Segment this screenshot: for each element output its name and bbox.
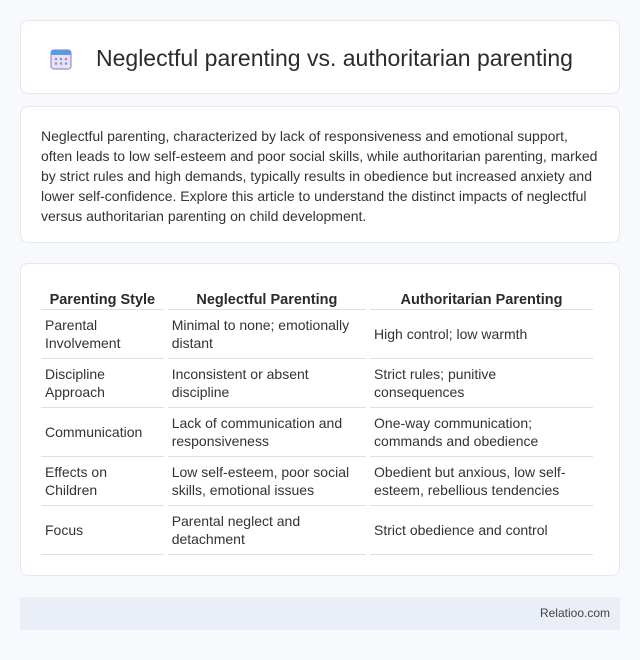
authoritarian-cell: Obedient but anxious, low self-esteem, rebellious tendencies [370,457,593,506]
table-header-row [41,284,593,310]
row-label: Focus [41,506,164,555]
authoritarian-cell: High control; low warmth [370,310,593,359]
authoritarian-cell: One-way communication; commands and obedience [370,408,593,457]
comparison-table-card [20,263,620,576]
intro-paragraph: Neglectful parenting, characterized by lack of responsiveness and emotional support, often leads to low self-esteem and poor social skills, while authoritarian parenting, marked by strict rules and high demands, typically results in obedience but increased anxiety and lower self-confidence. Explore this article to understand the distinct impacts of neglectful versus authoritarian parenting on child development. [41,128,598,224]
row-label: Communication [41,408,164,457]
row-label: Parental Involvement [41,310,164,359]
comparison-table [37,284,597,555]
neglectful-cell: Low self-esteem, poor social skills, emotional issues [168,457,366,506]
neglectful-cell: Minimal to none; emotionally distant [168,310,366,359]
table-row [41,310,593,359]
intro-card [20,106,620,243]
table-row [41,506,593,555]
title-card [20,20,620,94]
neglectful-cell: Inconsistent or absent discipline [168,359,366,408]
authoritarian-cell: Strict obedience and control [370,506,593,555]
table-row [41,457,593,506]
column-header-neglectful: Neglectful Parenting [168,284,366,310]
neglectful-cell: Lack of communication and responsiveness [168,408,366,457]
table-row [41,359,593,408]
authoritarian-cell: Strict rules; punitive consequences [370,359,593,408]
neglectful-cell: Parental neglect and detachment [168,506,366,555]
footer [20,597,620,630]
calendar-icon [49,47,73,71]
row-label: Effects on Children [41,457,164,506]
column-header-authoritarian: Authoritarian Parenting [370,284,593,310]
table-row [41,408,593,457]
footer-brand: Relatioo.com [539,606,610,620]
page-title: Neglectful parenting vs. authoritarian parenting [96,45,573,71]
row-label: Discipline Approach [41,359,164,408]
column-header-parenting-style: Parenting Style [41,284,164,310]
